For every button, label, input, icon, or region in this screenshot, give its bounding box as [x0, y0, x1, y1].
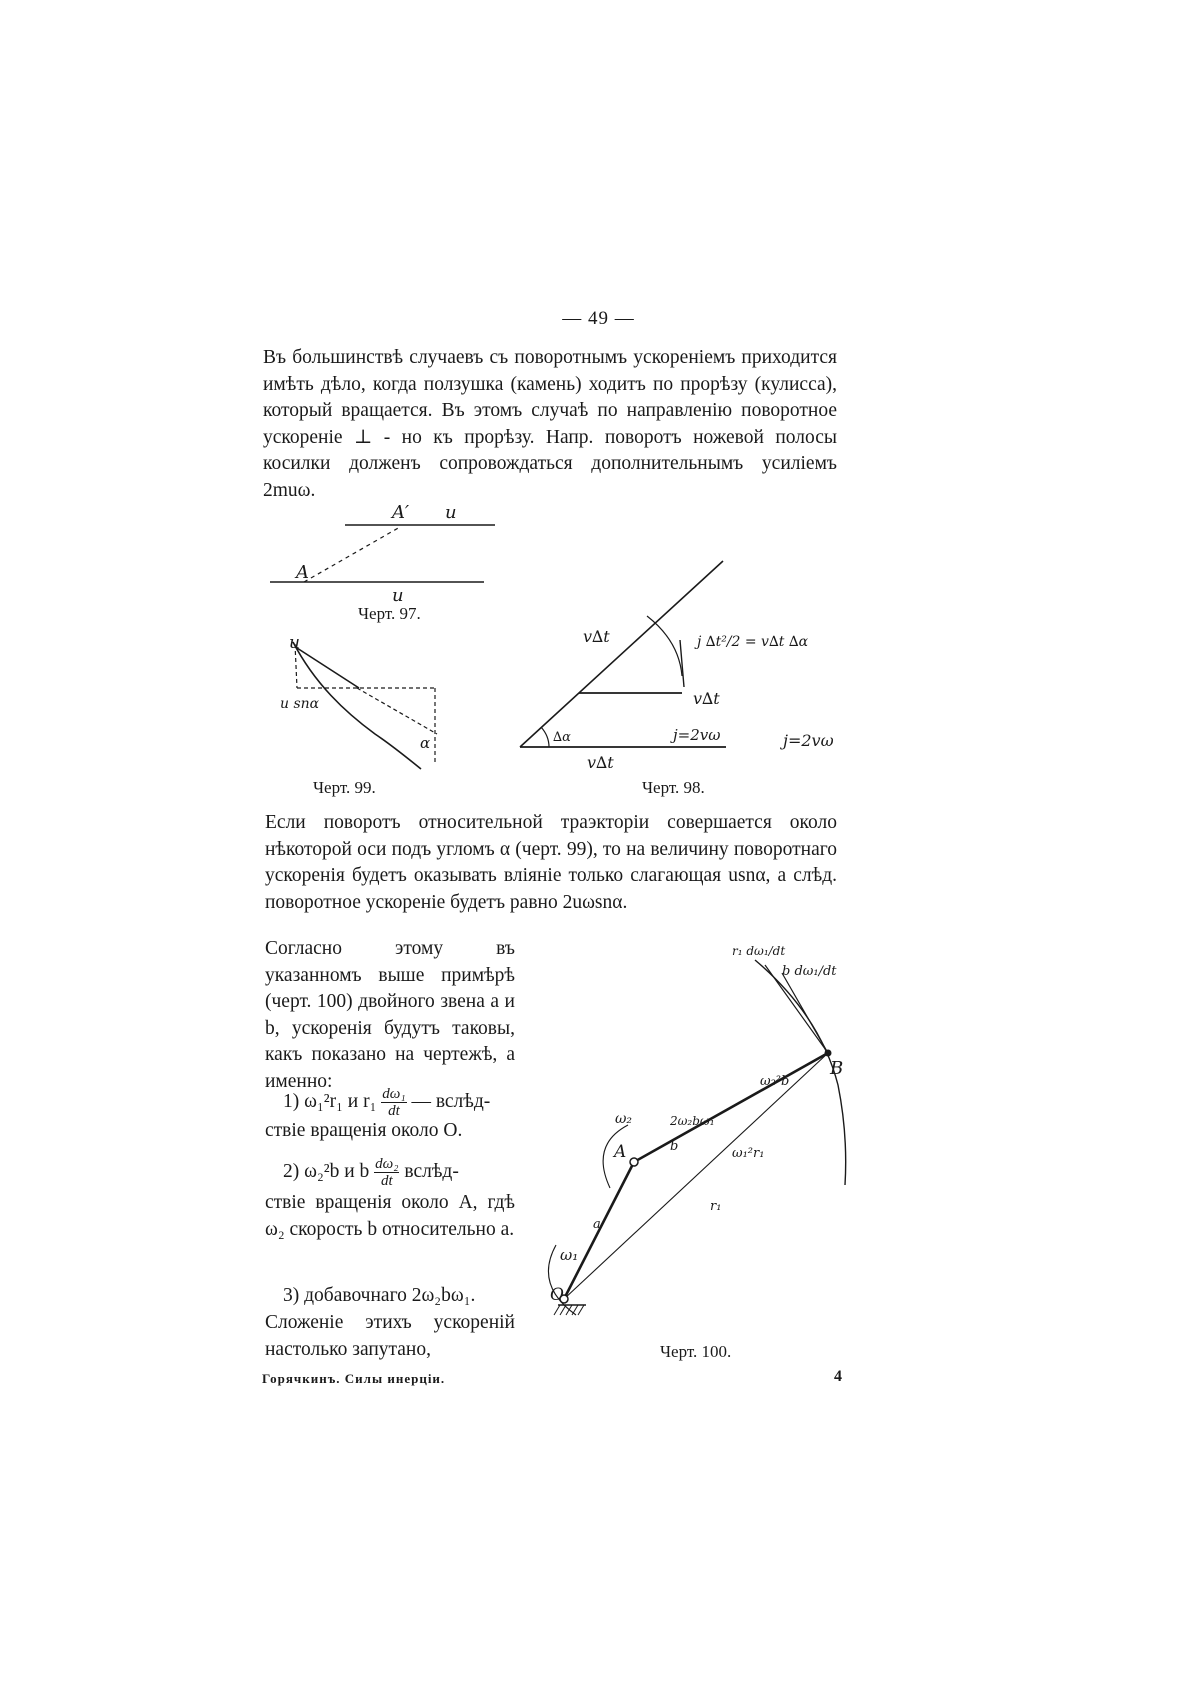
fig100-label-A: A	[614, 1142, 627, 1162]
fig98-label-da: ∆α	[553, 730, 571, 745]
item2-continuation: ствіе вращенія около A, гдѣ ω₂ скорость b относительно a.	[265, 1192, 515, 1240]
fig100-pin-A	[630, 1158, 638, 1166]
fig97-label-u-top: u	[445, 502, 457, 523]
fig100-label-B: B	[830, 1058, 844, 1079]
fig100-line-r1	[564, 1053, 828, 1299]
fig97-label-A1: A′	[392, 502, 410, 523]
fig100-label-2w2bw1: 2ω₂bω₁	[670, 1114, 715, 1128]
fig100-label-w22b: ω₂²b	[760, 1074, 790, 1089]
fig100-label-r1: r₁	[710, 1199, 722, 1214]
fig100-caption: Черт. 100.	[660, 1342, 732, 1361]
fig98-label-j-side: j=2vω	[783, 731, 834, 750]
fig97-label-A: A	[296, 562, 309, 583]
item1-text: 1) ω₁²r₁ и r₁	[283, 1090, 377, 1112]
item2-fraction	[374, 1156, 399, 1189]
item2-den: dt	[380, 1173, 393, 1189]
item1-continuation: ствіе вращенія около O.	[265, 1120, 463, 1141]
fig100-tangent-2	[782, 973, 828, 1053]
fig98-label-vdt-mid: v∆t	[693, 689, 720, 708]
item2-num: dω₂	[375, 1156, 399, 1172]
fig100-label-O: O	[550, 1285, 564, 1305]
paragraph-4: Сложеніе этихъ ускореній настолько запутано,	[265, 1312, 515, 1360]
item1-num: dω₁	[382, 1086, 406, 1102]
footer-left: Горячкинъ. Силы инерціи.	[262, 1371, 446, 1386]
item1-suffix: — вслѣд-	[411, 1090, 491, 1112]
fig100-label-b: b	[670, 1139, 679, 1154]
fig100-label-a: a	[593, 1217, 601, 1232]
fig98-label-vdt-diag: v∆t	[583, 627, 610, 646]
fig99-label-usna: u snα	[280, 696, 320, 712]
fig98-vertical-arrow	[680, 640, 684, 687]
fig99-label-u: u	[289, 634, 300, 653]
figure-99	[275, 634, 455, 784]
fig97-label-u-bottom: u	[392, 585, 404, 606]
item2-suffix: вслѣд-	[404, 1160, 459, 1182]
intro-paragraph: Въ большинствѣ случаевъ съ поворотнымъ ускореніемъ приходится имѣть дѣло, когда ползушка (камень) ходитъ по прорѣзу (кулисса), который вращается. Въ этомъ случаѣ по направленію поворотное ускореніе ⊥ - но къ прорѣзу. Напр. поворотъ ножевой полосы косилки долженъ сопровождаться дополнительнымъ усиліемъ 2muω.	[263, 347, 837, 501]
figure-98	[515, 556, 860, 776]
paragraph-3: Согласно этому въ указанномъ выше примѣрѣ (черт. 100) двойного звена a и b, ускоренія будутъ таковы, какъ показано на чертежѣ, а именно:	[265, 938, 515, 1092]
list-item-3: 3) добавочнаго 2ω₂bω₁.	[283, 1285, 476, 1306]
fig99-extension-dash	[357, 688, 437, 734]
item2-text: 2) ω₂²b и b	[283, 1160, 370, 1182]
footer-right: 4	[834, 1368, 842, 1385]
fig97-dashed-line	[304, 527, 400, 582]
fig98-diagonal-line	[520, 561, 723, 747]
fig99-label-alpha: α	[420, 734, 431, 752]
item1-fraction	[381, 1086, 406, 1119]
fig99-caption: Черт. 99.	[313, 778, 376, 797]
figure-100	[520, 935, 870, 1355]
item1-den: dt	[388, 1103, 400, 1119]
fig100-label-bdw: b dω₁/dt	[782, 964, 837, 979]
fig100-label-rdw: r₁ dω₁/dt	[732, 944, 786, 958]
fig98-label-vdt-bottom: v∆t	[587, 753, 614, 772]
fig98-label-j-formula: j ∆t²/2 = v∆t ∆α	[697, 634, 809, 650]
fig100-link-b	[634, 1053, 828, 1162]
fig97-caption: Черт. 97.	[358, 604, 421, 623]
list-item-1	[283, 1086, 490, 1119]
page-number: — 49 —	[562, 308, 635, 329]
fig99-vector-u	[297, 648, 359, 688]
paragraph-2: Если поворотъ относительной траэкторіи совершается около нѣкоторой оси подъ угломъ α (черт. 99), то на величину поворотнаго ускоренія будетъ оказывать вліяніе только слагающая usnα, а слѣд. поворотное ускореніе будетъ равно 2uωsnα.	[265, 812, 837, 913]
list-item-2	[283, 1156, 459, 1189]
fig100-label-w12r1: ω₁²r₁	[732, 1146, 765, 1161]
fig98-label-j-2vw: j=2vω	[673, 726, 721, 744]
fig98-angle-arc	[541, 727, 549, 747]
fig98-caption: Черт. 98.	[642, 778, 705, 797]
fig100-label-w2: ω₂	[615, 1111, 633, 1127]
fig100-label-w1: ω₁	[560, 1246, 579, 1264]
